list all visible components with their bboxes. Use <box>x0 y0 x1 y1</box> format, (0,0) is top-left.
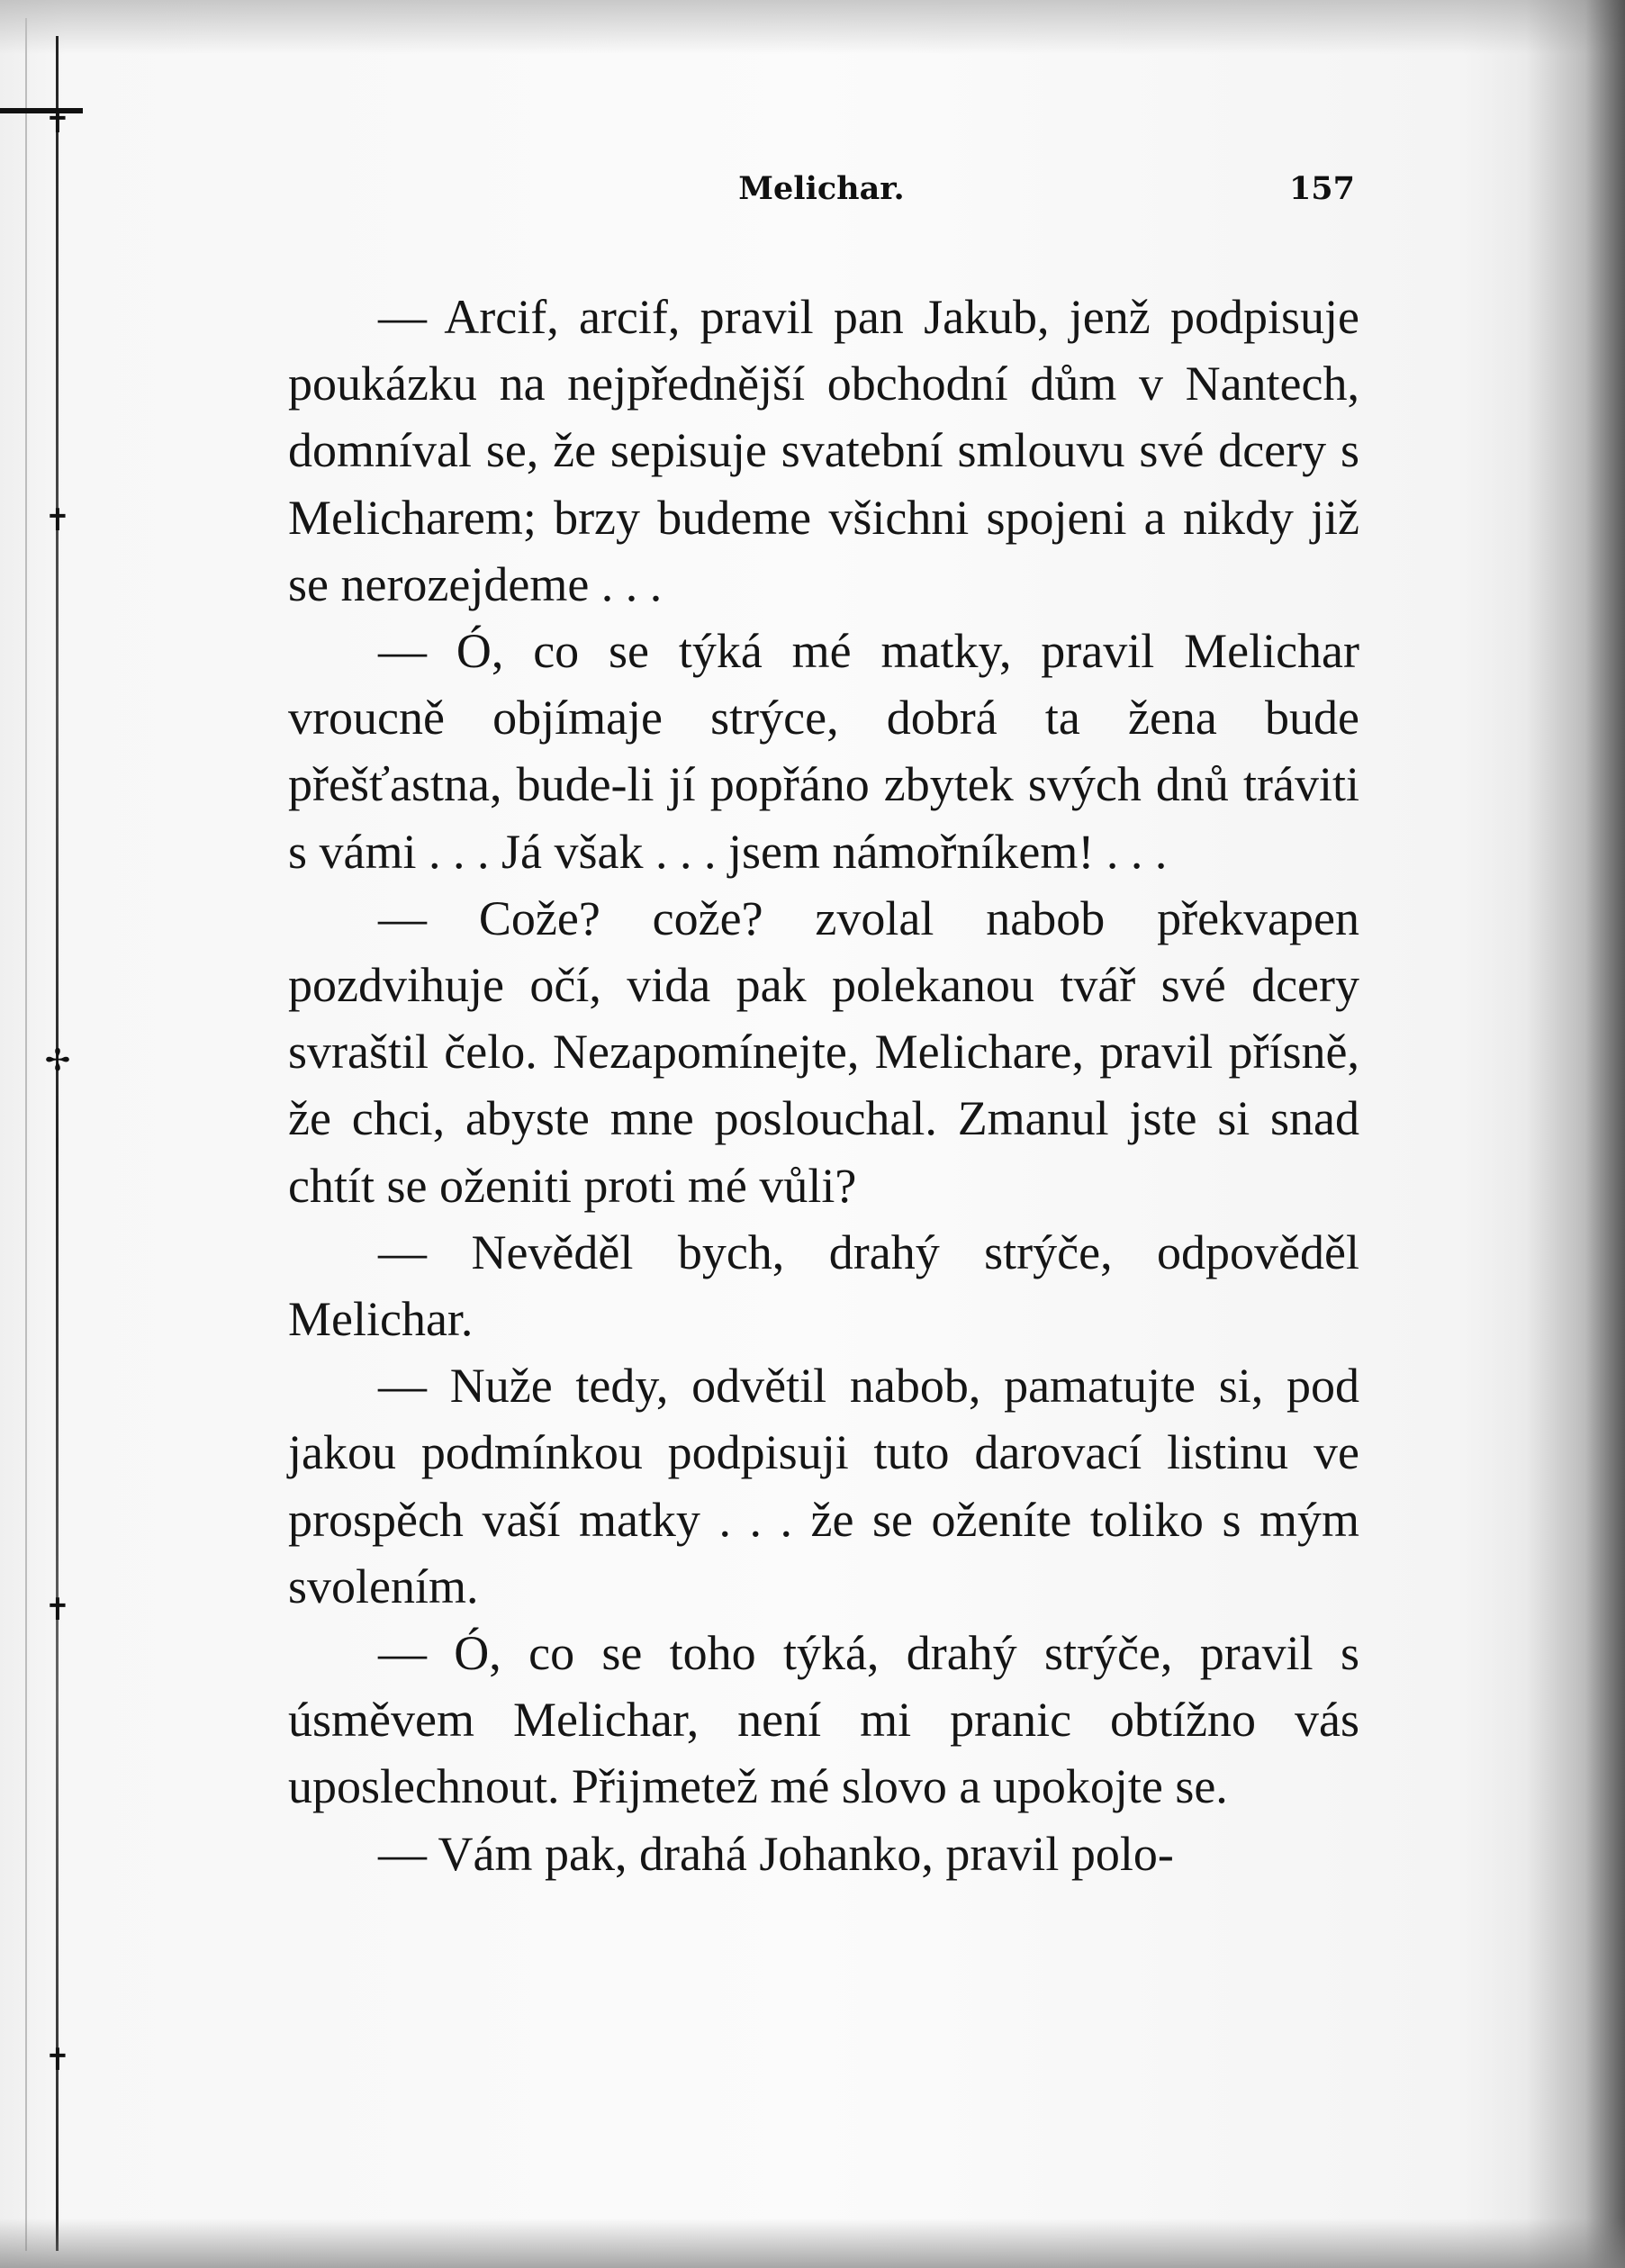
bottom-edge-shadow <box>0 2218 1625 2268</box>
binding-mark-icon: ✝ <box>44 2042 71 2078</box>
right-edge-shadow <box>1526 0 1625 2268</box>
binding-faint-line <box>25 18 27 2251</box>
running-title: Melichar. <box>738 170 905 207</box>
binding-mark-icon: ✝ <box>44 104 71 140</box>
paragraph: — Ó, co se toho týká, drahý strýče, pravil s úsměvem Melichar, není mi pranic obtížno vás uposlechnout. Přijmetež mé slovo a upokojte se. <box>288 1626 1359 1814</box>
body-text <box>288 284 1359 1887</box>
left-binding-edge <box>0 0 81 2268</box>
paragraph: — Ó, co se týká mé matky, pravil Melichar vroucně objímaje strýce, dobrá ta žena bude přešťastna, bude-li jí popřáno zbytek svých dnů tráviti s vámi . . . Já však . . . jsem námořníkem! . . . <box>288 624 1359 879</box>
top-edge-shadow <box>0 0 1625 54</box>
paragraph: — Vám pak, drahá Johanko, pravil polo- <box>378 1826 1174 1881</box>
running-header <box>288 162 1355 216</box>
binding-mark-icon: ✝ <box>44 1592 71 1628</box>
paragraph: — Nevěděl bych, drahý strýče, odpověděl Melichar. <box>288 1224 1359 1347</box>
binding-rule-line <box>56 36 59 2251</box>
binding-mark-icon: ✢ <box>44 1043 71 1079</box>
paragraph: — Nuže tedy, odvětil nabob, pamatujte si, pod jakou podmínkou podpisuji tuto darovací listinu ve prospěch vaší matky . . . že se oženíte toliko s mým svolením. <box>288 1359 1359 1613</box>
page-number: 157 <box>1288 170 1355 207</box>
binding-mark-icon: ✝ <box>44 502 71 538</box>
paragraph: — Cože? cože? zvolal nabob překvapen pozdvihuje očí, vida pak polekanou tvář své dcery svraštil čelo. Nezapomínejte, Melichare, pravil přísně, že chci, abyste mne poslouchal. Zmanul jste si snad chtít se oženiti proti mé vůli? <box>288 890 1359 1213</box>
paragraph: — Arcif, arcif, pravil pan Jakub, jenž podpisuje poukázku na nejpřednější obchodní dům v Nantech, domníval se, že sepisuje svatební smlouvu své dcery s Melicharem; brzy budeme všichni spojeni a nikdy již se nerozejdeme . . . <box>288 290 1359 611</box>
